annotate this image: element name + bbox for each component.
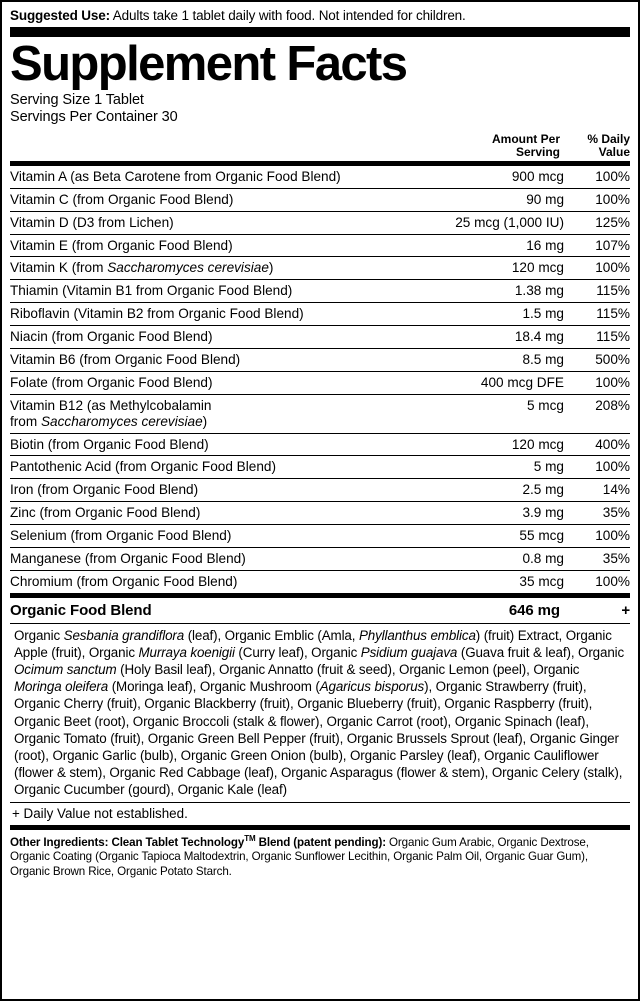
- nutrient-amount: 0.8 mg: [419, 548, 564, 571]
- nutrient-name: Biotin (from Organic Food Blend): [10, 433, 419, 456]
- other-ingredients-label: Other Ingredients:: [10, 836, 109, 850]
- nutrient-amount: 90 mg: [419, 188, 564, 211]
- nutrient-daily-value: 100%: [595, 573, 630, 589]
- nutrient-name: Vitamin K (from Saccharomyces cerevisiae): [10, 257, 419, 280]
- table-row: [10, 166, 630, 188]
- serving-size: Serving Size 1 Tablet: [10, 92, 144, 109]
- nutrient-name: Vitamin E (from Organic Food Blend): [10, 234, 419, 257]
- table-row: [10, 456, 630, 479]
- nutrient-amount: 400 mcg DFE: [419, 371, 564, 394]
- nutrient-daily-value: 100%: [564, 166, 630, 188]
- table-row: [10, 349, 630, 372]
- nutrient-amount: 1.38 mg: [419, 280, 564, 303]
- divider-thick-top: [10, 27, 630, 37]
- table-row: [10, 326, 630, 349]
- nutrient-name: Manganese (from Organic Food Blend): [10, 548, 419, 571]
- nutrient-amount: 120 mcg: [419, 257, 564, 280]
- nutrient-name: Thiamin (Vitamin B1 from Organic Food Blend): [10, 280, 419, 303]
- nutrients-table-body: [10, 166, 630, 593]
- blend-amount: 646 mg: [508, 601, 560, 619]
- table-row: [10, 234, 630, 257]
- table-row: [10, 371, 630, 394]
- nutrient-name: Chromium (from Organic Food Blend): [10, 573, 238, 589]
- nutrient-amount: 3.9 mg: [419, 502, 564, 525]
- other-ingredients-text: Clean Tablet Technology™ Blend (patent pending): Organic Gum Arabic, Organic Dextrose, Organic Coating (Organic Tapioca Maltodextrin, Organic Sunflower Lecithin, Organic Palm Oil, Organic Guar Gum), Organic Brown Rice, Organic Potato Starch.: [10, 834, 589, 878]
- table-row: [10, 211, 630, 234]
- table-row: [10, 479, 630, 502]
- nutrient-daily-value: 100%: [564, 456, 630, 479]
- table-row: [10, 394, 630, 433]
- suggested-use-text: Adults take 1 tablet daily with food. Not intended for children.: [109, 8, 466, 23]
- nutrients-table: [10, 166, 630, 593]
- table-row: [10, 303, 630, 326]
- nutrient-amount: 5 mg: [419, 456, 564, 479]
- column-headers: [10, 133, 630, 159]
- nutrient-name: Iron (from Organic Food Blend): [10, 479, 419, 502]
- nutrient-daily-value: 100%: [564, 188, 630, 211]
- nutrient-amount: 2.5 mg: [419, 479, 564, 502]
- nutrient-daily-value: 100%: [564, 257, 630, 280]
- nutrient-name: Selenium (from Organic Food Blend): [10, 525, 419, 548]
- nutrient-name: Pantothenic Acid (from Organic Food Blend): [10, 456, 419, 479]
- nutrient-name: Vitamin A (as Beta Carotene from Organic Food Blend): [10, 166, 419, 188]
- organic-food-blend-row: [10, 598, 630, 623]
- nutrient-name: Vitamin D (D3 from Lichen): [10, 211, 419, 234]
- nutrient-amount: 120 mcg: [419, 433, 564, 456]
- suggested-use: [10, 8, 630, 25]
- nutrient-daily-value: 14%: [564, 479, 630, 502]
- other-ingredients: [10, 830, 630, 878]
- nutrient-name: Zinc (from Organic Food Blend): [10, 502, 419, 525]
- nutrient-daily-value: 208%: [564, 394, 630, 433]
- table-row: [10, 433, 630, 456]
- nutrient-daily-value: 500%: [564, 349, 630, 372]
- nutrient-amount: 16 mg: [419, 234, 564, 257]
- nutrient-name: Vitamin C (from Organic Food Blend): [10, 188, 419, 211]
- blend-ingredients: Organic Sesbania grandiflora (leaf), Organic Emblic (Amla, Phyllanthus emblica) (fruit) Extract, Organic Apple (fruit), Organic Murraya koenigii (Curry leaf), Organic Psidium guajava (Guava fruit & leaf), Organic Ocimum sanctum (Holy Basil leaf), Organic Annatto (fruit & seed), Organic Lemon (peel), Organic Moringa oleifera (Moringa leaf), Organic Mushroom (Agaricus bisporus), Organic Strawberry (fruit), Organic Cherry (fruit), Organic Blackberry (fruit), Organic Blueberry (fruit), Organic Raspberry (fruit), Organic Beet (root), Organic Broccoli (stalk & flower), Organic Carrot (root), Organic Spinach (leaf), Organic Tomato (fruit), Organic Green Bell Pepper (fruit), Organic Brussels Sprout (leaf), Organic Ginger (root), Organic Garlic (bulb), Organic Green Onion (bulb), Organic Parsley (leaf), Organic Cauliflower (flower & stem), Organic Red Cabbage (leaf), Organic Asparagus (flower & stem), Organic Celery (stalk), Organic Cucumber (gourd), Organic Kale (leaf): [14, 627, 625, 798]
- nutrient-daily-value: 115%: [564, 326, 630, 349]
- table-row: [10, 280, 630, 303]
- nutrient-daily-value: 107%: [564, 234, 630, 257]
- table-row: [10, 257, 630, 280]
- nutrient-name: Vitamin B12 (as Methylcobalamin from Saccharomyces cerevisiae): [10, 394, 419, 433]
- amount-per-serving-header: Amount Per Serving: [491, 131, 560, 159]
- nutrient-daily-value: 125%: [564, 211, 630, 234]
- blend-name: Organic Food Blend: [10, 601, 152, 619]
- nutrient-daily-value: 35%: [564, 502, 630, 525]
- suggested-use-label: Suggested Use:: [10, 8, 110, 23]
- nutrient-amount: 25 mcg (1,000 IU): [419, 211, 564, 234]
- table-row: [10, 570, 630, 592]
- table-row: [10, 525, 630, 548]
- nutrient-daily-value: 400%: [564, 433, 630, 456]
- daily-value-footnote: + Daily Value not established.: [12, 806, 188, 822]
- table-row: [10, 188, 630, 211]
- nutrient-amount: 55 mcg: [419, 525, 564, 548]
- nutrient-amount: 1.5 mg: [419, 303, 564, 326]
- blend-daily-value: +: [621, 601, 630, 619]
- servings-per-container: Servings Per Container 30: [10, 109, 178, 126]
- nutrient-amount: 900 mcg: [419, 166, 564, 188]
- nutrient-name: Niacin (from Organic Food Blend): [10, 326, 419, 349]
- nutrient-name: Folate (from Organic Food Blend): [10, 371, 419, 394]
- daily-value-header: % Daily Value: [587, 131, 630, 159]
- nutrient-daily-value: 115%: [564, 280, 630, 303]
- nutrient-daily-value: 35%: [564, 548, 630, 571]
- nutrient-daily-value: 100%: [564, 525, 630, 548]
- nutrient-amount: 18.4 mg: [419, 326, 564, 349]
- nutrient-amount: 35 mcg: [519, 573, 564, 589]
- page-title: Supplement Facts: [10, 36, 407, 91]
- nutrient-name: Vitamin B6 (from Organic Food Blend): [10, 349, 419, 372]
- nutrient-amount: 8.5 mg: [419, 349, 564, 372]
- nutrient-name: Riboflavin (Vitamin B2 from Organic Food Blend): [10, 303, 419, 326]
- nutrient-daily-value: 115%: [564, 303, 630, 326]
- table-row: [10, 548, 630, 571]
- nutrient-amount: 5 mcg: [419, 394, 564, 433]
- nutrient-daily-value: 100%: [564, 371, 630, 394]
- table-row: [10, 502, 630, 525]
